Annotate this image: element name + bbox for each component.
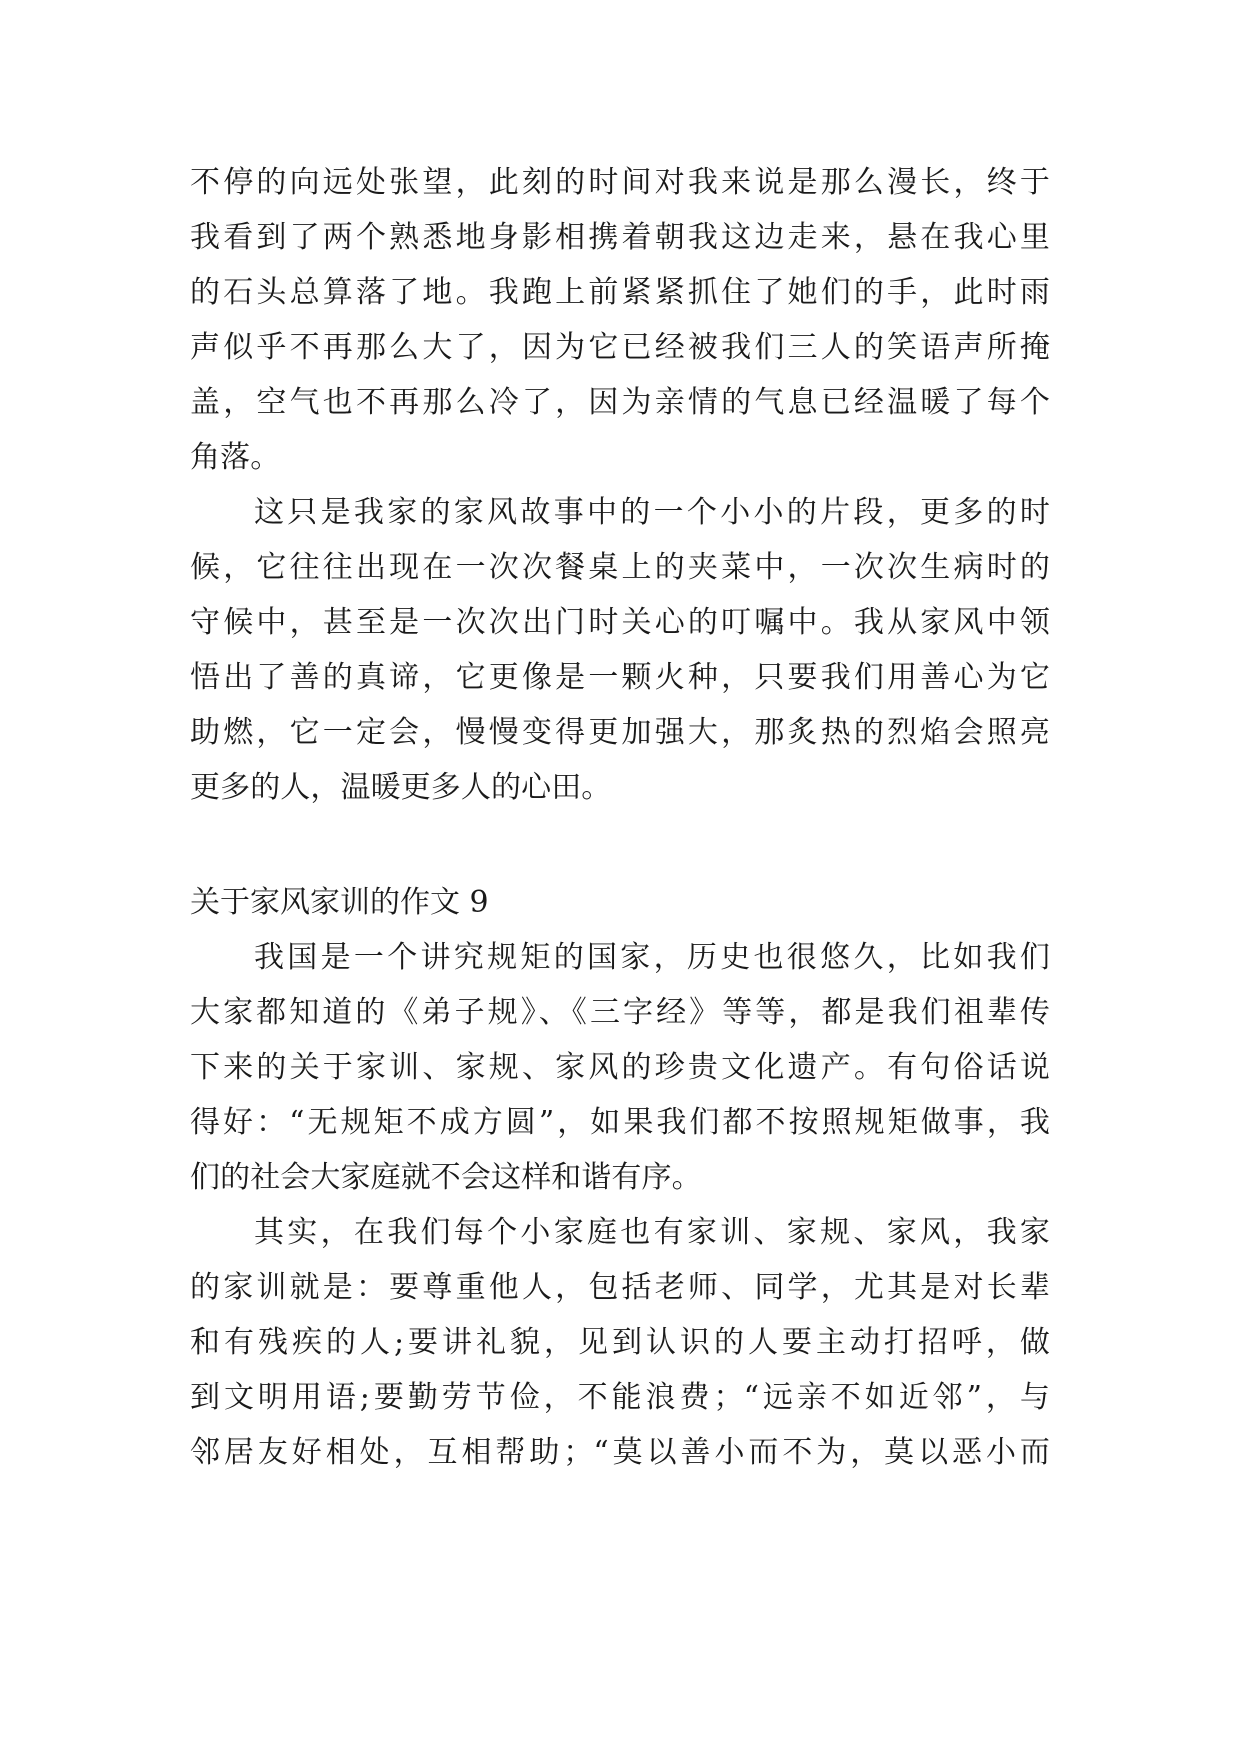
paragraph-1 (190, 155, 1050, 485)
paragraph-line: 助燃，它一定会，慢慢变得更加强大，那炙热的烈焰会照亮 (190, 715, 1050, 750)
paragraph-line: 邻居友好相处，互相帮助；“莫以善小而不为，莫以恶小而 (190, 1435, 1050, 1470)
paragraph-3 (190, 930, 1050, 1205)
paragraph-line: 得好：“无规矩不成方圆”，如果我们都不按照规矩做事，我 (190, 1105, 1050, 1140)
paragraph-2 (190, 485, 1050, 815)
paragraph-line: 这只是我家的家风故事中的一个小小的片段，更多的时 (254, 495, 1050, 530)
paragraph-line: 到文明用语;要勤劳节俭，不能浪费；“远亲不如近邻”，与 (190, 1380, 1050, 1415)
paragraph-line: 声似乎不再那么大了，因为它已经被我们三人的笑语声所掩 (190, 330, 1050, 365)
paragraph-line: 们的社会大家庭就不会这样和谐有序。 (190, 1160, 702, 1195)
paragraph-line: 和有残疾的人;要讲礼貌，见到认识的人要主动打招呼，做 (190, 1325, 1050, 1360)
paragraph-line: 盖，空气也不再那么冷了，因为亲情的气息已经温暖了每个 (190, 385, 1050, 420)
paragraph-line: 候，它往往出现在一次次餐桌上的夹菜中，一次次生病时的 (190, 550, 1050, 585)
paragraph-line: 的家训就是：要尊重他人，包括老师、同学，尤其是对长辈 (190, 1270, 1050, 1305)
paragraph-4 (190, 1205, 1050, 1480)
section-gap (190, 815, 1050, 875)
paragraph-line: 更多的人，温暖更多人的心田。 (190, 770, 612, 805)
paragraph-line: 下来的关于家训、家规、家风的珍贵文化遗产。有句俗话说 (190, 1050, 1050, 1085)
paragraph-line: 其实，在我们每个小家庭也有家训、家规、家风，我家 (254, 1215, 1050, 1250)
document-page (190, 155, 1050, 1480)
paragraph-line: 悟出了善的真谛，它更像是一颗火种，只要我们用善心为它 (190, 660, 1050, 695)
paragraph-line: 角落。 (190, 440, 281, 475)
paragraph-line: 我国是一个讲究规矩的国家，历史也很悠久，比如我们 (254, 940, 1050, 975)
section-title: 关于家风家训的作文 9 (190, 885, 489, 920)
paragraph-line: 我看到了两个熟悉地身影相携着朝我这边走来，悬在我心里 (190, 220, 1050, 255)
paragraph-line: 大家都知道的《弟子规》、《三字经》等等，都是我们祖辈传 (190, 995, 1050, 1030)
paragraph-line: 不停的向远处张望，此刻的时间对我来说是那么漫长，终于 (190, 165, 1050, 200)
paragraph-line: 守候中，甚至是一次次出门时关心的叮嘱中。我从家风中领 (190, 605, 1050, 640)
paragraph-line: 的石头总算落了地。我跑上前紧紧抓住了她们的手，此时雨 (190, 275, 1050, 310)
